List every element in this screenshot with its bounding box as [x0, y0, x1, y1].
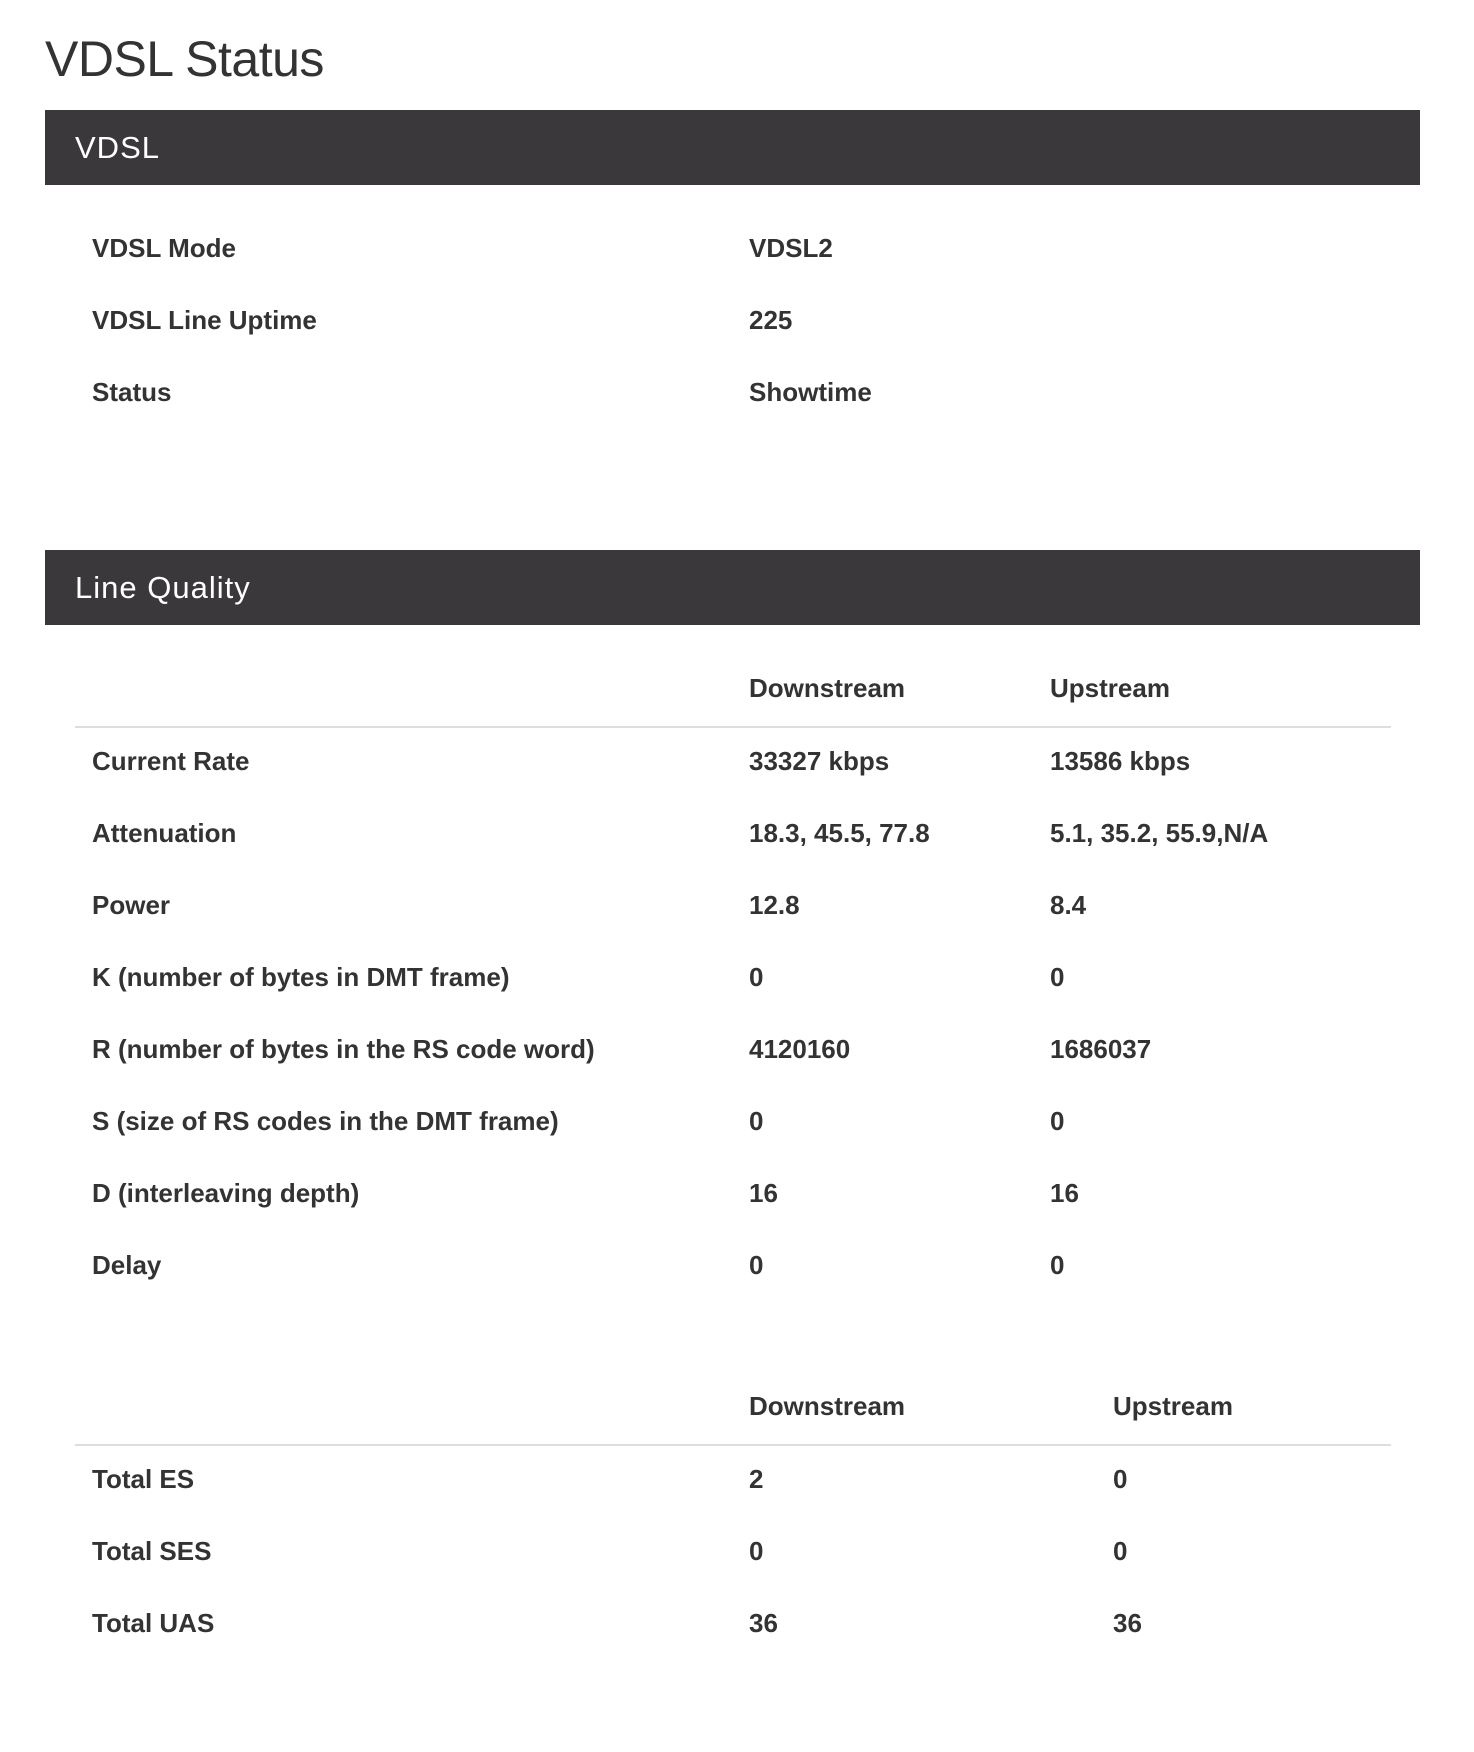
downstream-value: 0	[749, 962, 764, 992]
upstream-value: 16	[1050, 1178, 1079, 1208]
table-row	[0, 1178, 1474, 1218]
upstream-value: 36	[1113, 1608, 1142, 1638]
row-label: Delay	[92, 1250, 162, 1280]
upstream-value: 8.4	[1050, 890, 1087, 920]
downstream-value: 0	[749, 1106, 764, 1136]
vdsl-line-uptime-row	[0, 305, 1474, 345]
upstream-value: 0	[1113, 1464, 1128, 1494]
row-label: VDSL Line Uptime	[92, 305, 317, 335]
vdsl-mode-row	[0, 233, 1474, 273]
table-header-row	[0, 673, 1474, 713]
upstream-value: 5.1, 35.2, 55.9,N/A	[1050, 818, 1269, 848]
vdsl-section-header: VDSL	[45, 110, 1420, 185]
table-row	[0, 1034, 1474, 1074]
row-label: R (number of bytes in the RS code word)	[92, 1034, 595, 1064]
row-value: Showtime	[749, 377, 872, 407]
row-label: Attenuation	[92, 818, 237, 848]
row-label: K (number of bytes in DMT frame)	[92, 962, 510, 992]
table-header-divider	[75, 1444, 1391, 1446]
upstream-value: 0	[1050, 1250, 1065, 1280]
upstream-value: 0	[1113, 1536, 1128, 1566]
table-row	[0, 746, 1474, 786]
table-row	[0, 1536, 1474, 1576]
table-row	[0, 1250, 1474, 1290]
column-header-upstream: Upstream	[1050, 673, 1170, 703]
downstream-value: 18.3, 45.5, 77.8	[749, 818, 930, 848]
column-header-downstream: Downstream	[749, 673, 906, 703]
column-header-upstream: Upstream	[1113, 1391, 1233, 1421]
row-label: Total SES	[92, 1536, 212, 1566]
downstream-value: 2	[749, 1464, 764, 1494]
table-row	[0, 1106, 1474, 1146]
page-title: VDSL Status	[45, 31, 324, 87]
downstream-value: 0	[749, 1250, 764, 1280]
status-row	[0, 377, 1474, 417]
table-row	[0, 962, 1474, 1002]
row-value: VDSL2	[749, 233, 833, 263]
table-row	[0, 1608, 1474, 1648]
upstream-value: 0	[1050, 1106, 1065, 1136]
downstream-value: 16	[749, 1178, 778, 1208]
row-label: S (size of RS codes in the DMT frame)	[92, 1106, 559, 1136]
table-row	[0, 1464, 1474, 1504]
table-row	[0, 818, 1474, 858]
row-label: Total ES	[92, 1464, 195, 1494]
row-label: Status	[92, 377, 172, 407]
downstream-value: 36	[749, 1608, 778, 1638]
upstream-value: 13586 kbps	[1050, 746, 1191, 776]
row-label: VDSL Mode	[92, 233, 236, 263]
row-label: Current Rate	[92, 746, 250, 776]
row-label: Total UAS	[92, 1608, 215, 1638]
row-label: D (interleaving depth)	[92, 1178, 360, 1208]
downstream-value: 33327 kbps	[749, 746, 890, 776]
row-value: 225	[749, 305, 793, 335]
table-header-divider	[75, 726, 1391, 728]
downstream-value: 12.8	[749, 890, 800, 920]
table-header-row	[0, 1391, 1474, 1431]
upstream-value: 1686037	[1050, 1034, 1152, 1064]
table-row	[0, 890, 1474, 930]
downstream-value: 0	[749, 1536, 764, 1566]
line-quality-section-header: Line Quality	[45, 550, 1420, 625]
upstream-value: 0	[1050, 962, 1065, 992]
row-label: Power	[92, 890, 171, 920]
column-header-downstream: Downstream	[749, 1391, 906, 1421]
downstream-value: 4120160	[749, 1034, 851, 1064]
